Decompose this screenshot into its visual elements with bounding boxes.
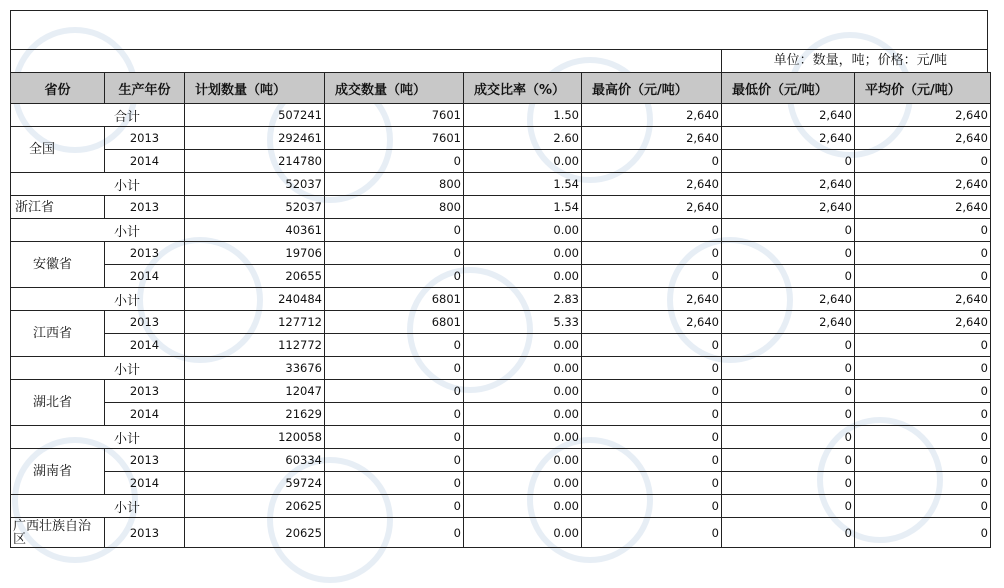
min-price-cell: 0: [722, 334, 855, 357]
deal-cell: 0: [325, 357, 464, 380]
plan-cell: 292461: [185, 127, 325, 150]
header-year: 生产年份: [105, 73, 185, 104]
avg-price-cell: 2,640: [855, 311, 991, 334]
min-price-cell: 2,640: [722, 104, 855, 127]
year-cell: 2013: [105, 380, 185, 403]
header-avg-price: 平均价（元/吨）: [855, 73, 991, 104]
ratio-cell: 0.00: [464, 518, 582, 548]
min-price-cell: 0: [722, 472, 855, 495]
ratio-cell: 0.00: [464, 426, 582, 449]
header-row: [11, 73, 991, 104]
table-row: [11, 219, 991, 242]
avg-price-cell: 2,640: [855, 173, 991, 196]
min-price-cell: 2,640: [722, 196, 855, 219]
year-cell: 2013: [105, 242, 185, 265]
year-cell: 2013: [105, 196, 185, 219]
year-cell: 2014: [105, 150, 185, 173]
max-price-cell: 0: [582, 150, 722, 173]
plan-cell: 214780: [185, 150, 325, 173]
ratio-cell: 1.54: [464, 173, 582, 196]
ratio-cell: 0.00: [464, 219, 582, 242]
max-price-cell: 0: [582, 426, 722, 449]
deal-cell: 6801: [325, 288, 464, 311]
avg-price-cell: 0: [855, 426, 991, 449]
deal-cell: 7601: [325, 127, 464, 150]
plan-cell: 59724: [185, 472, 325, 495]
unit-row: [10, 49, 988, 72]
avg-price-cell: 0: [855, 334, 991, 357]
year-cell: 2013: [105, 127, 185, 150]
max-price-cell: 0: [582, 403, 722, 426]
plan-cell: 20655: [185, 265, 325, 288]
deal-cell: 0: [325, 380, 464, 403]
deal-cell: 0: [325, 449, 464, 472]
min-price-cell: 0: [722, 219, 855, 242]
subtotal-label: 小计: [11, 426, 185, 449]
deal-cell: 0: [325, 150, 464, 173]
avg-price-cell: 0: [855, 518, 991, 548]
table-row: [11, 357, 991, 380]
avg-price-cell: 2,640: [855, 196, 991, 219]
province-cell: 浙江省: [11, 196, 105, 219]
max-price-cell: 0: [582, 472, 722, 495]
ratio-cell: 2.60: [464, 127, 582, 150]
table-row: [11, 449, 991, 472]
province-cell: 江西省: [11, 311, 105, 357]
province-cell: 全国: [11, 127, 105, 173]
avg-price-cell: 0: [855, 150, 991, 173]
ratio-cell: 1.54: [464, 196, 582, 219]
ratio-cell: 0.00: [464, 334, 582, 357]
report-title-area: [10, 10, 988, 49]
max-price-cell: 2,640: [582, 311, 722, 334]
deal-cell: 0: [325, 334, 464, 357]
avg-price-cell: 0: [855, 449, 991, 472]
table-row: [11, 334, 991, 357]
table-row: [11, 495, 991, 518]
max-price-cell: 0: [582, 357, 722, 380]
subtotal-label: 小计: [11, 495, 185, 518]
header-ratio: 成交比率（%）: [464, 73, 582, 104]
table-row: [11, 196, 991, 219]
deal-cell: 7601: [325, 104, 464, 127]
deal-cell: 0: [325, 495, 464, 518]
min-price-cell: 2,640: [722, 288, 855, 311]
avg-price-cell: 0: [855, 472, 991, 495]
max-price-cell: 2,640: [582, 127, 722, 150]
deal-cell: 800: [325, 173, 464, 196]
min-price-cell: 0: [722, 449, 855, 472]
min-price-cell: 0: [722, 518, 855, 548]
max-price-cell: 0: [582, 449, 722, 472]
year-cell: 2013: [105, 518, 185, 548]
avg-price-cell: 0: [855, 403, 991, 426]
unit-note: 单位：数量，吨；价格：元/吨: [721, 50, 987, 72]
table-row: [11, 265, 991, 288]
avg-price-cell: 0: [855, 219, 991, 242]
subtotal-label: 小计: [11, 173, 185, 196]
table-row: [11, 288, 991, 311]
plan-cell: 120058: [185, 426, 325, 449]
plan-cell: 60334: [185, 449, 325, 472]
max-price-cell: 0: [582, 242, 722, 265]
ratio-cell: 5.33: [464, 311, 582, 334]
plan-cell: 20625: [185, 518, 325, 548]
year-cell: 2014: [105, 334, 185, 357]
avg-price-cell: 0: [855, 495, 991, 518]
grain-trade-table: [10, 72, 991, 548]
deal-cell: 0: [325, 265, 464, 288]
header-max-price: 最高价（元/吨）: [582, 73, 722, 104]
avg-price-cell: 2,640: [855, 104, 991, 127]
table-row: [11, 127, 991, 150]
avg-price-cell: 0: [855, 380, 991, 403]
deal-cell: 6801: [325, 311, 464, 334]
max-price-cell: 0: [582, 380, 722, 403]
max-price-cell: 2,640: [582, 196, 722, 219]
min-price-cell: 0: [722, 242, 855, 265]
table-row: [11, 426, 991, 449]
ratio-cell: 0.00: [464, 150, 582, 173]
deal-cell: 0: [325, 472, 464, 495]
plan-cell: 127712: [185, 311, 325, 334]
deal-cell: 0: [325, 518, 464, 548]
total-label: 合计: [11, 104, 185, 127]
min-price-cell: 0: [722, 380, 855, 403]
header-province: 省份: [11, 73, 105, 104]
ratio-cell: 0.00: [464, 495, 582, 518]
avg-price-cell: 2,640: [855, 288, 991, 311]
max-price-cell: 2,640: [582, 173, 722, 196]
plan-cell: 21629: [185, 403, 325, 426]
min-price-cell: 0: [722, 426, 855, 449]
plan-cell: 52037: [185, 196, 325, 219]
subtotal-label: 小计: [11, 288, 185, 311]
table-row: [11, 104, 991, 127]
ratio-cell: 0.00: [464, 472, 582, 495]
ratio-cell: 0.00: [464, 265, 582, 288]
year-cell: 2014: [105, 472, 185, 495]
header-min-price: 最低价（元/吨）: [722, 73, 855, 104]
min-price-cell: 2,640: [722, 127, 855, 150]
deal-cell: 0: [325, 219, 464, 242]
ratio-cell: 2.83: [464, 288, 582, 311]
avg-price-cell: 0: [855, 265, 991, 288]
header-plan: 计划数量（吨）: [185, 73, 325, 104]
table-row: [11, 380, 991, 403]
year-cell: 2013: [105, 449, 185, 472]
deal-cell: 0: [325, 426, 464, 449]
max-price-cell: 0: [582, 219, 722, 242]
ratio-cell: 0.00: [464, 403, 582, 426]
plan-cell: 33676: [185, 357, 325, 380]
subtotal-label: 小计: [11, 219, 185, 242]
min-price-cell: 0: [722, 495, 855, 518]
ratio-cell: 0.00: [464, 357, 582, 380]
plan-cell: 12047: [185, 380, 325, 403]
table-row: [11, 403, 991, 426]
table-row: [11, 311, 991, 334]
plan-cell: 507241: [185, 104, 325, 127]
year-cell: 2014: [105, 265, 185, 288]
plan-cell: 112772: [185, 334, 325, 357]
report-frame: [10, 10, 988, 548]
ratio-cell: 0.00: [464, 242, 582, 265]
table-row: [11, 518, 991, 548]
province-cell: 湖南省: [11, 449, 105, 495]
ratio-cell: 0.00: [464, 449, 582, 472]
max-price-cell: 0: [582, 334, 722, 357]
avg-price-cell: 0: [855, 242, 991, 265]
max-price-cell: 0: [582, 495, 722, 518]
max-price-cell: 2,640: [582, 104, 722, 127]
avg-price-cell: 2,640: [855, 127, 991, 150]
avg-price-cell: 0: [855, 357, 991, 380]
min-price-cell: 0: [722, 150, 855, 173]
min-price-cell: 0: [722, 357, 855, 380]
table-row: [11, 173, 991, 196]
plan-cell: 20625: [185, 495, 325, 518]
deal-cell: 800: [325, 196, 464, 219]
max-price-cell: 0: [582, 518, 722, 548]
province-cell: 安徽省: [11, 242, 105, 288]
min-price-cell: 0: [722, 265, 855, 288]
min-price-cell: 2,640: [722, 311, 855, 334]
plan-cell: 240484: [185, 288, 325, 311]
table-row: [11, 472, 991, 495]
plan-cell: 40361: [185, 219, 325, 242]
plan-cell: 52037: [185, 173, 325, 196]
table-row: [11, 242, 991, 265]
province-cell: 湖北省: [11, 380, 105, 426]
year-cell: 2014: [105, 403, 185, 426]
min-price-cell: 0: [722, 403, 855, 426]
province-cell: 广西壮族自治区: [11, 518, 105, 548]
ratio-cell: 0.00: [464, 380, 582, 403]
year-cell: 2013: [105, 311, 185, 334]
ratio-cell: 1.50: [464, 104, 582, 127]
max-price-cell: 2,640: [582, 288, 722, 311]
subtotal-label: 小计: [11, 357, 185, 380]
deal-cell: 0: [325, 242, 464, 265]
deal-cell: 0: [325, 403, 464, 426]
max-price-cell: 0: [582, 265, 722, 288]
table-row: [11, 150, 991, 173]
plan-cell: 19706: [185, 242, 325, 265]
header-deal: 成交数量（吨）: [325, 73, 464, 104]
min-price-cell: 2,640: [722, 173, 855, 196]
